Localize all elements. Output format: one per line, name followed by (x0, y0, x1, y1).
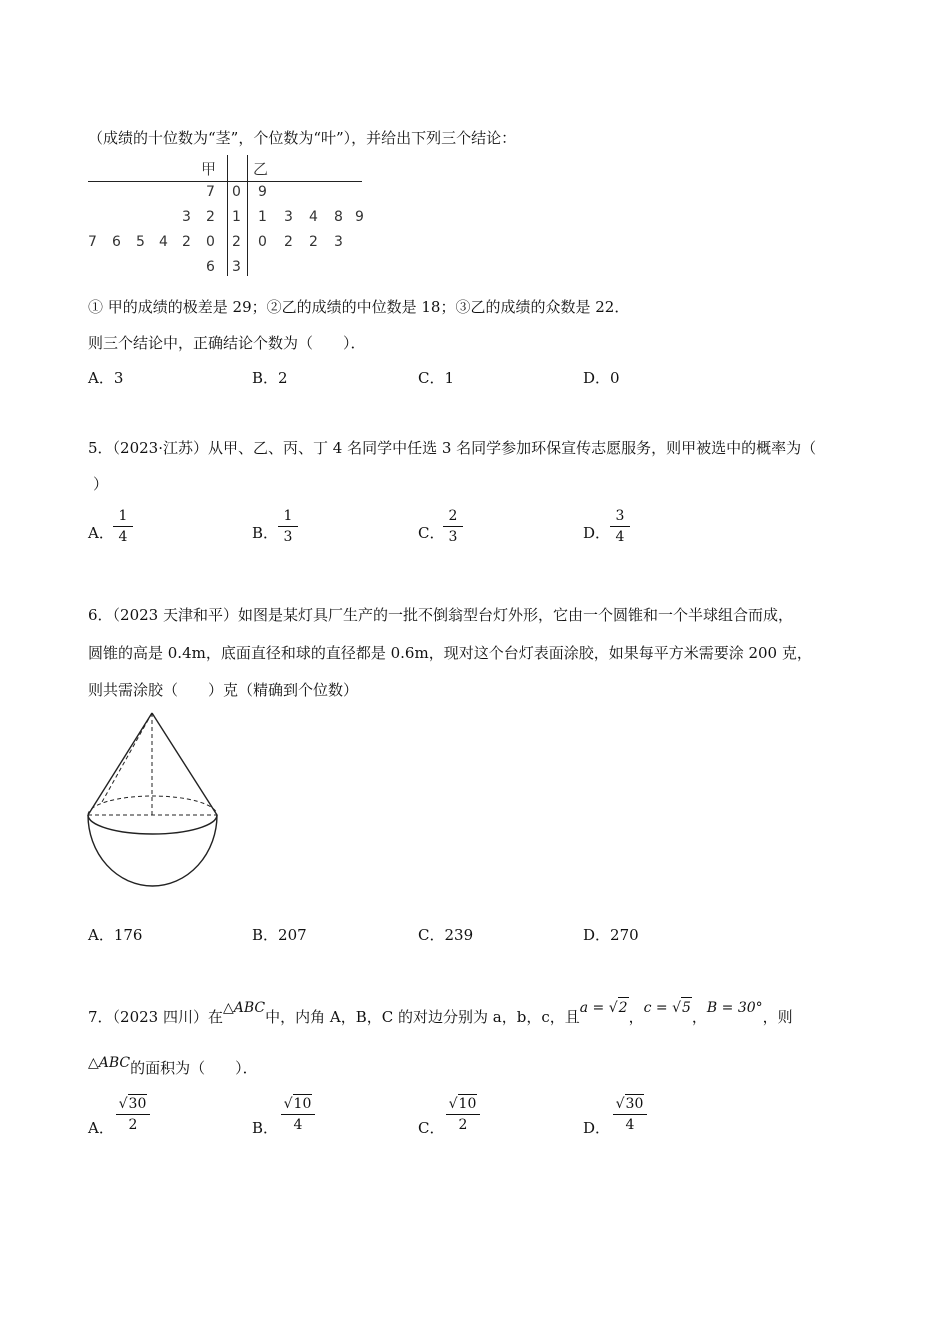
denominator: 2 (128, 1117, 138, 1133)
q5-option-b[interactable] (252, 523, 278, 543)
q4-option-a[interactable]: A．3 (88, 369, 124, 387)
hemisphere (88, 815, 217, 886)
fraction-bar (281, 1114, 315, 1115)
fraction (611, 1094, 649, 1134)
q6-option-a[interactable]: A．176 (88, 926, 143, 944)
numerator: √30 (118, 1096, 147, 1112)
leaf-right: 3 (284, 209, 293, 225)
option-label: A． (88, 1119, 114, 1137)
option-label: D． (583, 524, 611, 542)
leaf-left: 3 (182, 209, 191, 225)
q4-question: 则三个结论中，正确结论个数为（ ）． (88, 334, 366, 352)
fraction (114, 1094, 152, 1134)
q7-line2-rest: 的面积为（ ）． (130, 1059, 258, 1077)
q4-conclusions: ① 甲的成绩的极差是 29；②乙的成绩的中位数是 18；③乙的成绩的众数是 22． (88, 298, 630, 316)
leaf-left: 7 (206, 184, 215, 200)
leaf-left: 5 (136, 234, 145, 250)
denominator: 3 (448, 529, 458, 545)
q6-text-line2: 圆锥的高是 0.4m，底面直径和球的直径都是 0.6m，现对这个台灯表面涂胶，如果每平方米需要涂 200 克， (88, 644, 812, 662)
q6-text-line1: 6．（2023 天津和平）如图是某灯具厂生产的一批不倒翁型台灯外形，它由一个圆锥和一个半球组合而成， (88, 606, 793, 624)
leaf-left: 2 (206, 209, 215, 225)
fraction-bar (116, 1114, 150, 1115)
divider-left (227, 155, 228, 276)
denominator: 3 (283, 529, 293, 545)
header-rule (88, 181, 362, 182)
numerator: 3 (615, 508, 625, 524)
q5-text: 5．（2023·江苏）从甲、乙、丙、丁 4 名同学中任选 3 名同学参加环保宣传志愿服务，则甲被选中的概率为（ (88, 439, 817, 457)
right-header: 乙 (253, 160, 269, 178)
leaf-right: 4 (309, 209, 318, 225)
q6-option-d[interactable]: D．270 (583, 926, 639, 944)
fraction (276, 507, 300, 546)
fraction-bar (613, 1114, 647, 1115)
q4-option-c[interactable]: C．1 (418, 369, 455, 387)
leaf-left: 6 (206, 259, 215, 275)
numerator: √10 (448, 1096, 477, 1112)
comma: ， (691, 1008, 707, 1026)
stem-value: 0 (232, 184, 241, 200)
denominator: 2 (458, 1117, 468, 1133)
fraction-bar (610, 526, 630, 527)
lamp-figure (80, 708, 230, 893)
slant-dashed (102, 713, 152, 802)
leaf-right: 2 (309, 234, 318, 250)
leaf-left: 0 (206, 234, 215, 250)
leaf-left: 6 (112, 234, 121, 250)
leaf-left: 2 (182, 234, 191, 250)
numerator: 1 (283, 508, 293, 524)
stem-value: 1 (232, 209, 241, 225)
q6-text-line3: 则共需涂胶（ ）克（精确到个位数） (88, 681, 359, 699)
sqrt-value: 2 (618, 997, 629, 1018)
q5-option-a[interactable] (88, 523, 114, 543)
sqrt-value: 30 (625, 1096, 644, 1112)
base-ellipse-front (88, 815, 217, 834)
q7-suffix: ，则 (762, 1008, 793, 1026)
leaf-right: 9 (258, 184, 267, 200)
sqrt-value: 5 (681, 997, 692, 1018)
option-label: A． (88, 524, 114, 542)
fraction-bar (113, 526, 133, 527)
q4-intro: （成绩的十位数为“茎”，个位数为“叶”），并给出下列三个结论： (88, 129, 517, 147)
numerator: 1 (118, 508, 128, 524)
cond-a-label: a = (579, 1000, 609, 1016)
q7-option-c[interactable] (418, 1118, 444, 1138)
condition-b: B = 30° (706, 1000, 763, 1016)
fraction (279, 1094, 317, 1134)
option-label: D． (583, 1119, 611, 1137)
numerator: √10 (283, 1096, 312, 1112)
leaf-right: 0 (258, 234, 267, 250)
q7-option-a[interactable] (88, 1118, 114, 1138)
numerator: √30 (615, 1096, 644, 1112)
comma: ， (628, 1008, 644, 1026)
condition-c: c = √5 (644, 1000, 692, 1016)
q7-option-b[interactable] (252, 1118, 278, 1138)
q7-prefix: 7．（2023 四川）在 (88, 1008, 223, 1026)
denominator: 4 (293, 1117, 303, 1133)
sqrt-value: 10 (458, 1096, 477, 1112)
fraction (444, 1094, 482, 1134)
fraction-bar (278, 526, 298, 527)
sqrt-value: 30 (128, 1096, 147, 1112)
fraction-bar (446, 1114, 480, 1115)
leaf-right: 2 (284, 234, 293, 250)
q7-middle: 中，内角 A，B，C 的对边分别为 a，b，c，且 (265, 1008, 580, 1026)
cond-c-label: c = (643, 1000, 673, 1016)
fraction (441, 507, 465, 546)
q4-option-d[interactable]: D．0 (583, 369, 620, 387)
q7-option-d[interactable] (583, 1118, 610, 1138)
q5-text-cont: ） (93, 475, 109, 493)
left-header: 甲 (201, 160, 217, 178)
option-label: C． (418, 1119, 445, 1137)
triangle-abc: △ABC (223, 1000, 266, 1016)
leaf-left: 7 (88, 234, 97, 250)
leaf-right: 1 (258, 209, 267, 225)
fraction (111, 507, 135, 546)
denominator: 4 (118, 529, 128, 545)
stem-leaf-plot (88, 155, 368, 280)
triangle-abc: △ABC (88, 1055, 131, 1071)
q7-text-line2 (88, 1055, 258, 1079)
leaf-left: 4 (159, 234, 168, 250)
leaf-right: 9 (355, 209, 364, 225)
numerator: 2 (448, 508, 458, 524)
q6-option-c[interactable]: C．239 (418, 926, 474, 944)
q6-option-b[interactable]: B．207 (252, 926, 307, 944)
denominator: 4 (615, 529, 625, 545)
option-label: C． (418, 524, 445, 542)
condition-a: a = √2 (580, 1000, 629, 1016)
fraction-bar (443, 526, 463, 527)
sqrt-value: 10 (293, 1096, 312, 1112)
stem-value: 2 (232, 234, 241, 250)
denominator: 4 (625, 1117, 635, 1133)
fraction (608, 507, 632, 546)
option-label: B． (252, 524, 279, 542)
option-label: B． (252, 1119, 279, 1137)
q5-option-d[interactable] (583, 523, 610, 543)
leaf-right: 3 (334, 234, 343, 250)
q7-text (88, 1000, 793, 1028)
cone-left-edge (88, 713, 152, 815)
divider-right (247, 155, 248, 276)
leaf-right: 8 (334, 209, 343, 225)
cone-right-edge (152, 713, 217, 815)
stem-value: 3 (232, 259, 241, 275)
q4-option-b[interactable]: B．2 (252, 369, 288, 387)
